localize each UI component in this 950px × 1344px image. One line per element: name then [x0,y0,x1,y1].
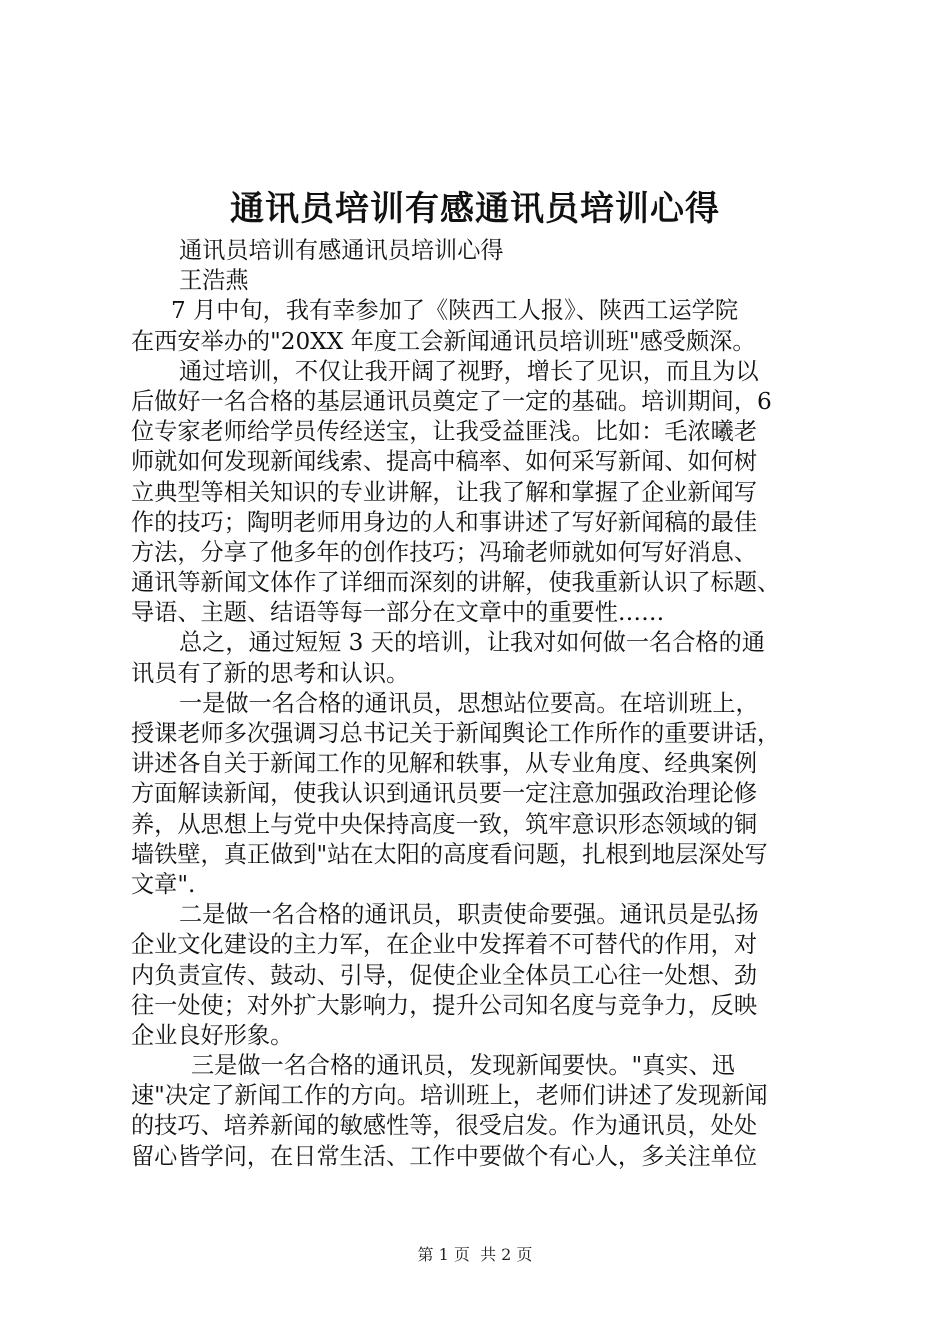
text-line: 后做好一名合格的基层通讯员奠定了一定的基础。培训期间，6 [131,387,772,415]
text-line: 师就如何发现新闻线索、提高中稿率、如何采写新闻、如何树 [131,448,758,476]
text-line: 方法，分享了他多年的创作技巧；冯瑜老师就如何写好消息、 [131,538,758,566]
text-line: 导语、主题、结语等每一部分在文章中的重要性…… [131,599,665,627]
text-line: 授课老师多次强调习总书记关于新闻舆论工作所作的重要讲话， [131,720,781,747]
text-line: 留心皆学问，在日常生活、工作中要做个有心人，多关注单位 [131,1142,758,1170]
text-line: 通过培训，不仅让我开阔了视野，增长了见识，而且为以 [179,357,759,385]
text-line: 通讯等新闻文体作了详细而深刻的讲解，使我重新认识了标题、 [131,569,781,597]
text-line: 养，从思想上与党中央保持高度一致，筑牢意识形态领域的铜 [131,810,758,838]
page-number-label: 第 1 页 共 2 页 [417,1245,533,1264]
text-line: 往一处使；对外扩大影响力，提升公司知名度与竞争力，反映 [131,991,758,1019]
text-line: 讯员有了新的思考和认识。 [131,659,410,687]
text-line: 文章". [131,870,196,898]
text-line: 内负责宣传、鼓动、引导，促使企业全体员工心往一处想、劲 [131,961,758,989]
text-line: 三是做一名合格的通讯员，发现新闻要快。"真实、迅 [191,1052,735,1080]
text-line: 企业文化建设的主力军，在企业中发挥着不可替代的作用，对 [131,931,758,959]
text-line: 作的技巧；陶明老师用身边的人和事讲述了写好新闻稿的最佳 [131,508,758,536]
text-line: 王浩燕 [179,267,249,295]
text-line: 总之，通过短短 3 天的培训，让我对如何做一名合格的通 [179,629,765,657]
text-line: 方面解读新闻，使我认识到通讯员要一定注意加强政治理论修 [131,780,758,808]
document-title: 通讯员培训有感通讯员培训心得 [230,189,720,229]
text-line: 位专家老师给学员传经送宝，让我受益匪浅。比如：毛浓曦老 [131,418,758,446]
text-line: 企业良好形象。 [131,1021,294,1049]
text-line: 的技巧、培养新闻的敏感性等，很受启发。作为通讯员，处处 [131,1112,758,1140]
text-line: 立典型等相关知识的专业讲解，让我了解和掌握了企业新闻写 [131,478,758,506]
text-line: 7 月中旬，我有幸参加了《陕西工人报》、陕西工运学院 [171,297,739,325]
document-body [131,236,831,1172]
text-line: 墙铁壁，真正做到"站在太阳的高度看问题，扎根到地层深处写 [131,840,768,868]
text-line: 讲述各自关于新闻工作的见解和轶事，从专业角度、经典案例 [131,750,758,778]
page-footer [0,1244,950,1266]
text-line: 通讯员培训有感通讯员培训心得 [179,237,504,264]
text-line: 在西安举办的"20XX 年度工会新闻通讯员培训班"感受颇深。 [131,327,756,355]
text-line: 速"决定了新闻工作的方向。培训班上，老师们讲述了发现新闻 [131,1082,768,1110]
text-line: 二是做一名合格的通讯员，职责使命要强。通讯员是弘扬 [179,901,759,929]
text-line: 一是做一名合格的通讯员，思想站位要高。在培训班上， [179,689,759,717]
